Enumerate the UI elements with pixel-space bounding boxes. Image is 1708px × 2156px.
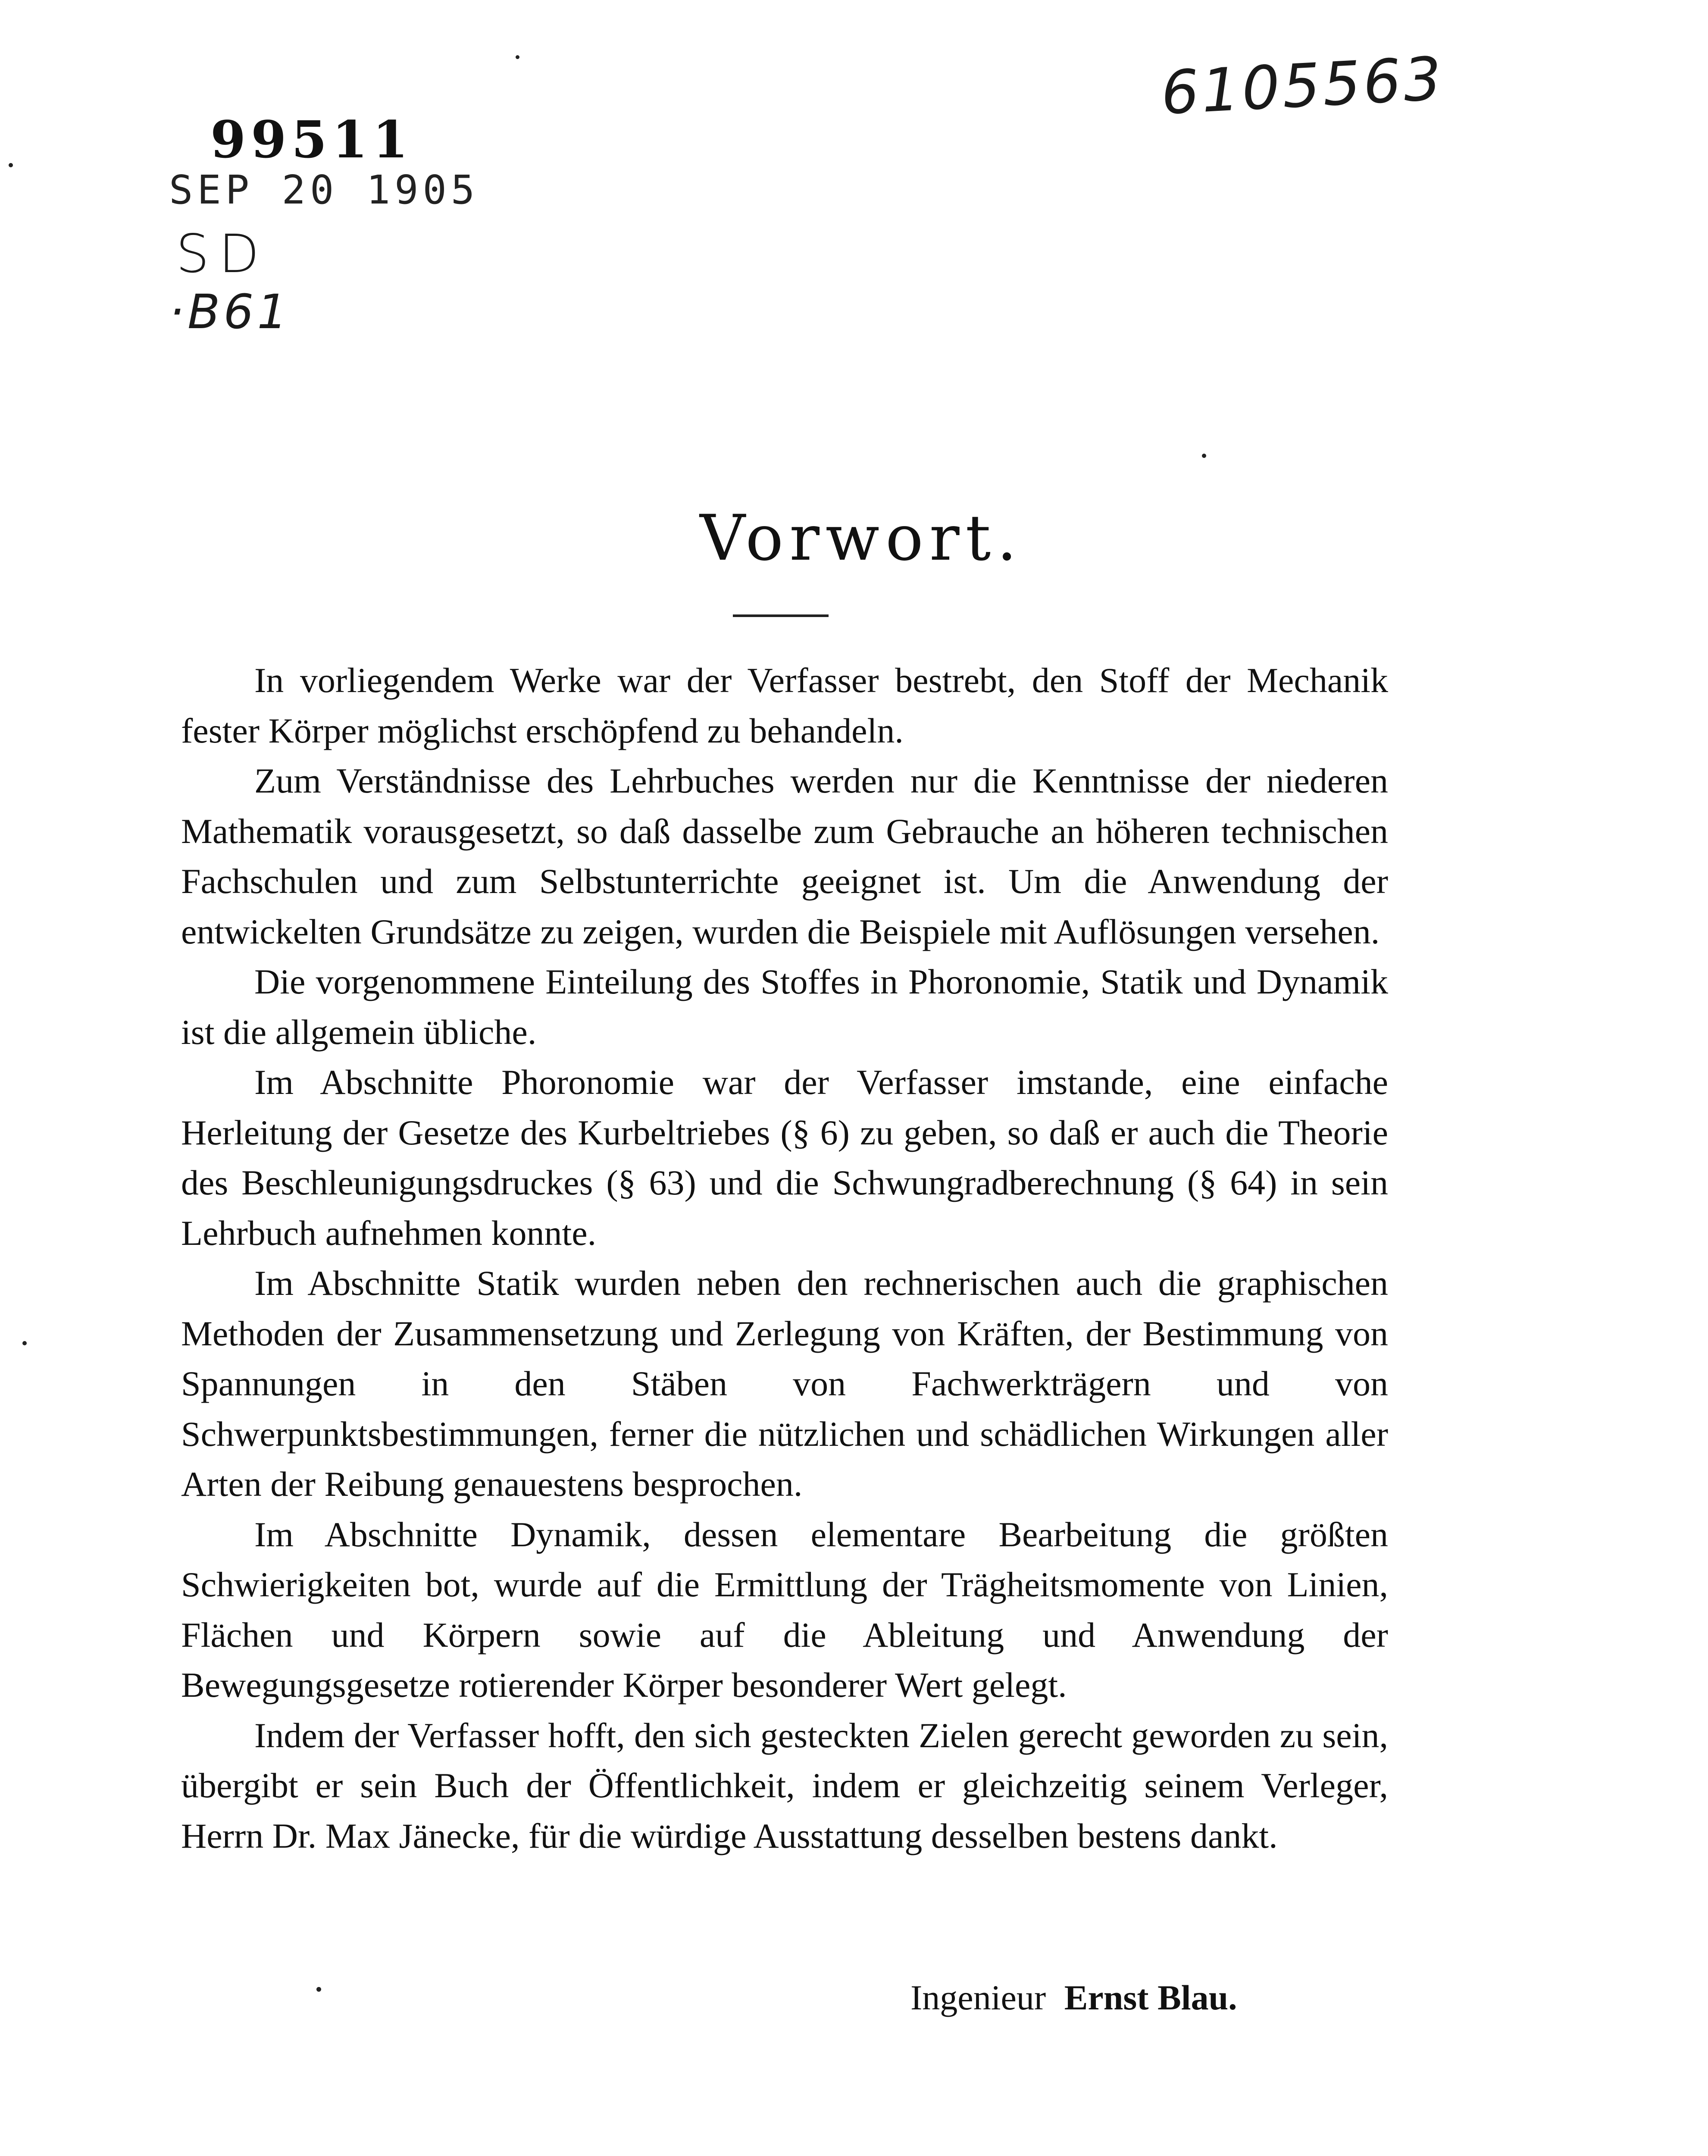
paragraph: In vorliegendem Werke war der Verfasser bestrebt, den Stoff der Mechanik fester Körper möglichst erschöpfend zu behandeln. <box>181 661 1388 750</box>
scan-speck <box>1202 454 1206 458</box>
handwritten-shelfmark-bottom: ·B61 <box>169 284 291 339</box>
scan-speck <box>22 1341 27 1345</box>
page-title: Vorwort. <box>700 501 1023 575</box>
scan-speck <box>316 1987 321 1992</box>
author-signature <box>910 1980 1237 2015</box>
paragraph: Im Abschnitte Phoronomie war der Verfasser imstande, eine einfache Herleitung der Gesetze des Kurbeltriebes (§ 6) zu geben, so daß er auch die Theorie des Beschleunigungsdruckes (§ 63) und die Schwungradberechnung (§ 64) in sein Lehrbuch aufnehmen konnte. <box>181 1062 1388 1253</box>
scan-speck <box>9 163 13 167</box>
preface-body <box>181 655 1388 1861</box>
handwritten-catalog-number: 6105563 <box>1159 44 1446 128</box>
paragraph: Im Abschnitte Dynamik, dessen elementare Bearbeitung die größten Schwierigkeiten bot, wurde auf die Ermittlung der Trägheitsmomente von Linien, Flächen und Körpern sowie auf die Ableitung und Anwendung der Bewegungsgesetze rotierender Körper besonderer Wert gelegt. <box>181 1514 1388 1705</box>
handwritten-shelfmark-top: SD <box>176 223 269 285</box>
paragraph: Indem der Verfasser hofft, den sich gesteckten Zielen gerecht geworden zu sein, übergibt er sein Buch der Öffentlichkeit, indem er gleichzeitig seinem Verleger, Herrn Dr. Max Jänecke, für die würdige Ausstattung desselben bestens dankt. <box>181 1715 1388 1855</box>
author-role: Ingenieur <box>910 1978 1046 2017</box>
scan-speck <box>516 55 519 59</box>
accession-number: 99511 <box>210 110 413 169</box>
accession-date-stamp: SEP 20 1905 <box>169 167 479 213</box>
author-name: Ernst Blau. <box>1064 1978 1237 2017</box>
title-divider <box>733 614 829 617</box>
paragraph: Im Abschnitte Statik wurden neben den rechnerischen auch die graphischen Methoden der Zusammensetzung und Zerlegung von Kräften, der Bestimmung von Spannungen in den Stäben von Fachwerkträgern und von Schwerpunktsbestimmungen, ferner die nützlichen und schädlichen Wirkungen aller Arten der Reibung genauestens besprochen. <box>181 1263 1388 1504</box>
paragraph: Die vorgenommene Einteilung des Stoffes in Phoronomie, Statik und Dynamik ist die allgemein übliche. <box>181 962 1388 1052</box>
paragraph: Zum Verständnisse des Lehrbuches werden nur die Kenntnisse der niederen Mathematik vorausgesetzt, so daß dasselbe zum Gebrauche an höheren technischen Fachschulen und zum Selbstunterrichte geeignet ist. Um die Anwendung der entwickelten Grundsätze zu zeigen, wurden die Beispiele mit Auflösungen versehen. <box>181 761 1388 951</box>
